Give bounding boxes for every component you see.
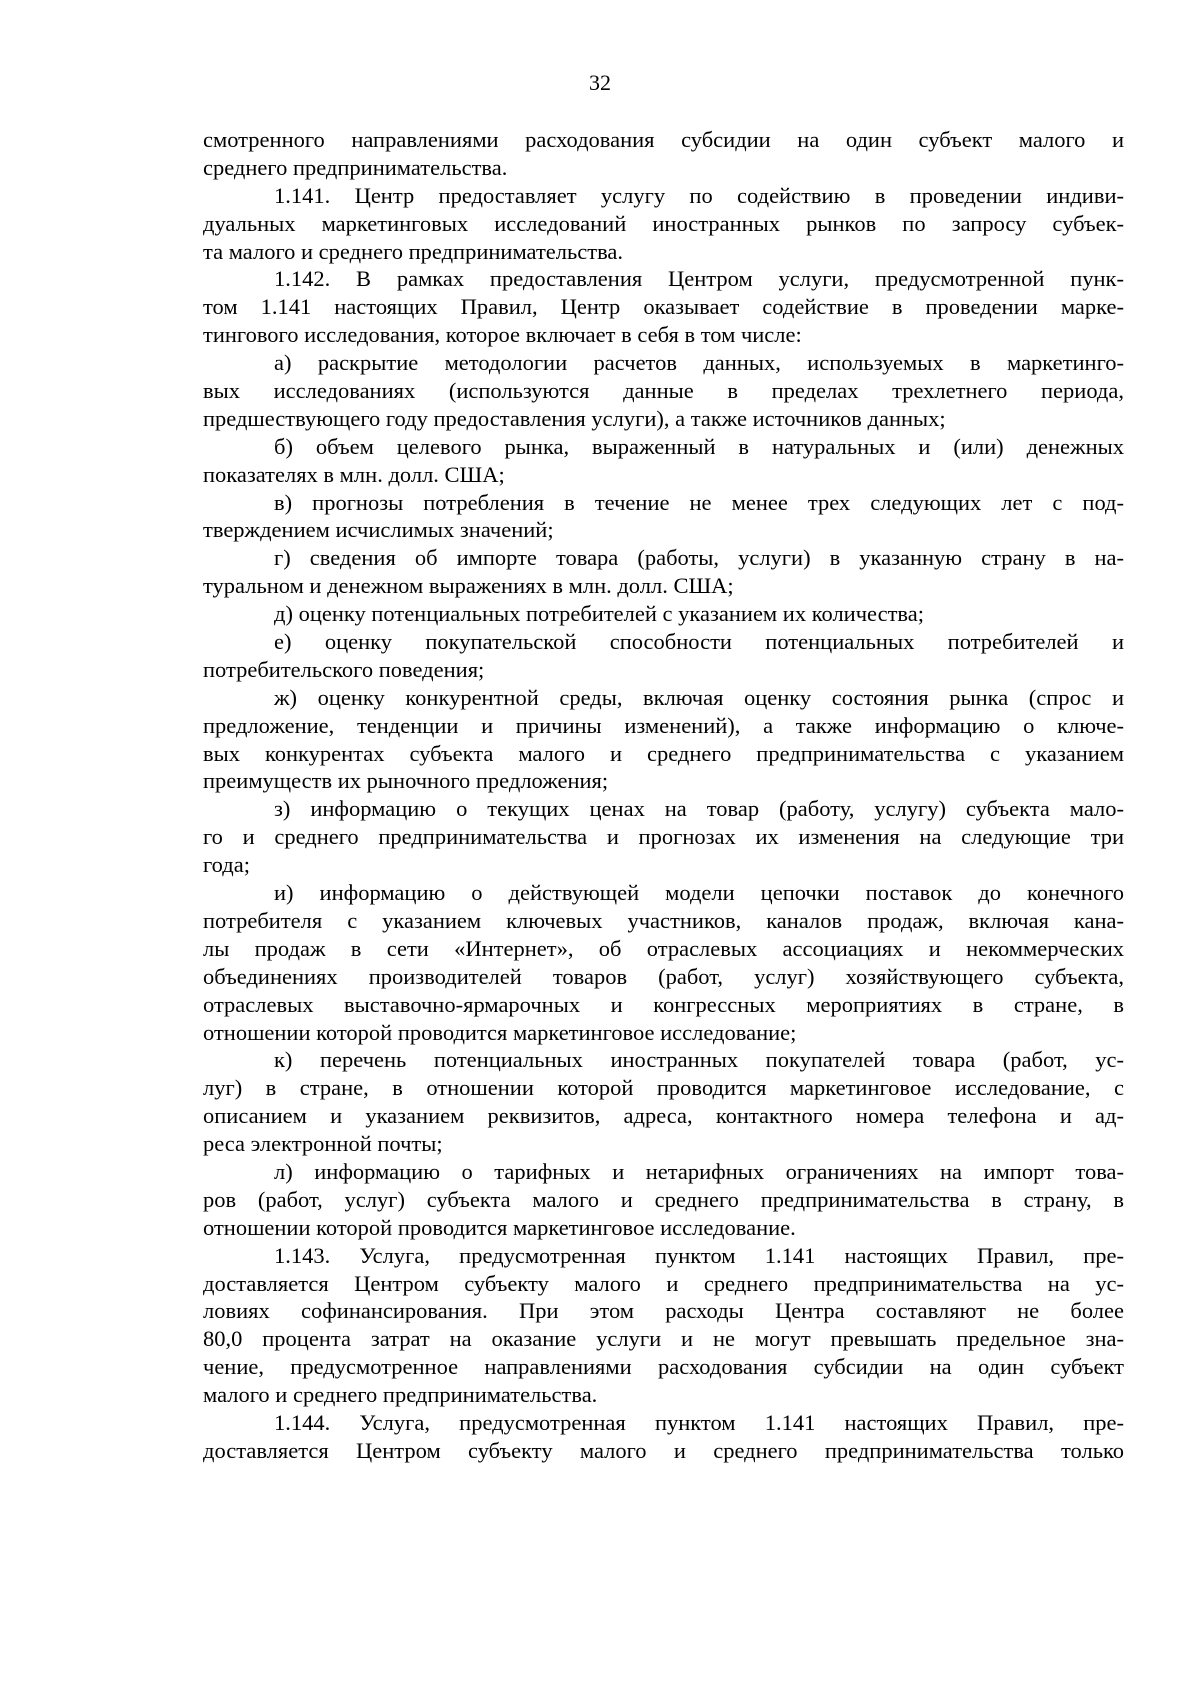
text-line: вых исследованиях (используются данные в пределах трехлетнего периода, — [203, 378, 1124, 404]
text-line: предложение, тенденции и причины изменений), а также информацию о ключе- — [203, 712, 1124, 738]
text-line: та малого и среднего предпринимательства. — [203, 238, 624, 264]
text-line: потребительского поведения; — [203, 656, 485, 682]
text-line: е) оценку покупательской способности потенциальных потребителей и — [274, 629, 1124, 655]
text-line: луг) в стране, в отношении которой проводится маркетинговое исследование, с — [203, 1075, 1124, 1101]
text-line: 1.143. Услуга, предусмотренная пунктом 1.141 настоящих Правил, пре- — [274, 1242, 1124, 1268]
text-line: потребителя с указанием ключевых участников, каналов продаж, включая кана- — [203, 907, 1124, 933]
text-line: л) информацию о тарифных и нетарифных ограничениях на импорт това- — [274, 1158, 1124, 1184]
text-line: з) информацию о текущих ценах на товар (работу, услугу) субъекта мало- — [274, 796, 1124, 822]
text-line: показателях в млн. долл. США; — [203, 461, 505, 487]
text-line: преимуществ их рыночного предложения; — [203, 768, 609, 794]
text-line: чение, предусмотренное направлениями расходования субсидии на один субъект — [203, 1354, 1124, 1380]
text-line: малого и среднего предпринимательства. — [203, 1382, 598, 1408]
document-body — [203, 126, 1124, 1465]
text-line: смотренного направлениями расходования субсидии на один субъект малого и — [203, 127, 1124, 152]
text-line: том 1.141 настоящих Правил, Центр оказывает содействие в проведении марке- — [203, 294, 1124, 320]
text-line: б) объем целевого рынка, выраженный в натуральных и (или) денежных — [274, 433, 1124, 459]
text-line: описанием и указанием реквизитов, адреса, контактного номера телефона и ад- — [203, 1103, 1124, 1129]
text-line: лы продаж в сети «Интернет», об отраслевых ассоциациях и некоммерческих — [203, 935, 1124, 961]
text-line: д) оценку потенциальных потребителей с указанием их количества; — [274, 601, 924, 627]
text-line: 1.141. Центр предоставляет услугу по содействию в проведении индиви- — [274, 182, 1124, 208]
text-line: объединениях производителей товаров (работ, услуг) хозяйствующего субъекта, — [203, 963, 1124, 989]
text-line: 80,0 процента затрат на оказание услуги и не могут превышать предельное зна- — [203, 1326, 1124, 1352]
text-line: среднего предпринимательства. — [203, 154, 508, 180]
text-line: ж) оценку конкурентной среды, включая оценку состояния рынка (спрос и — [274, 684, 1124, 710]
text-line: тингового исследования, которое включает в себя в том числе: — [203, 322, 802, 348]
text-line: а) раскрытие методологии расчетов данных, используемых в маркетинго- — [274, 350, 1124, 376]
text-line: го и среднего предпринимательства и прогнозах их изменения на следующие три — [203, 824, 1124, 850]
text-line: отношении которой проводится маркетинговое исследование; — [203, 1019, 797, 1045]
text-line: предшествующего году предоставления услуги), а также источников данных; — [203, 405, 946, 431]
text-line: ловиях софинансирования. При этом расходы Центра составляют не более — [203, 1298, 1124, 1324]
text-line: ров (работ, услуг) субъекта малого и среднего предпринимательства в страну, в — [203, 1186, 1124, 1212]
text-line: реса электронной почты; — [203, 1131, 443, 1157]
text-line: 1.144. Услуга, предусмотренная пунктом 1.141 настоящих Правил, пре- — [274, 1409, 1124, 1435]
text-line: доставляется Центром субъекту малого и среднего предпринимательства на ус- — [203, 1270, 1124, 1296]
text-line: отношении которой проводится маркетинговое исследование. — [203, 1214, 796, 1240]
text-line: 1.142. В рамках предоставления Центром услуги, предусмотренной пунк- — [274, 266, 1124, 292]
text-line: к) перечень потенциальных иностранных покупателей товара (работ, ус- — [274, 1047, 1124, 1073]
page-number: 32 — [589, 70, 611, 95]
text-line: года; — [203, 852, 250, 878]
text-line: отраслевых выставочно-ярмарочных и конгрессных мероприятиях в стране, в — [203, 991, 1124, 1017]
text-line: г) сведения об импорте товара (работы, услуги) в указанную страну в на- — [274, 545, 1124, 571]
text-line: в) прогнозы потребления в течение не менее трех следующих лет с под- — [274, 489, 1124, 515]
text-line: тверждением исчислимых значений; — [203, 517, 554, 543]
text-line: и) информацию о действующей модели цепочки поставок до конечного — [274, 880, 1124, 906]
text-line: вых конкурентах субъекта малого и среднего предпринимательства с указанием — [203, 740, 1124, 766]
text-line: туральном и денежном выражениях в млн. долл. США; — [203, 573, 734, 599]
text-line: доставляется Центром субъекту малого и среднего предпринимательства только — [203, 1437, 1124, 1463]
text-line: дуальных маркетинговых исследований иностранных рынков по запросу субъек- — [203, 210, 1124, 236]
